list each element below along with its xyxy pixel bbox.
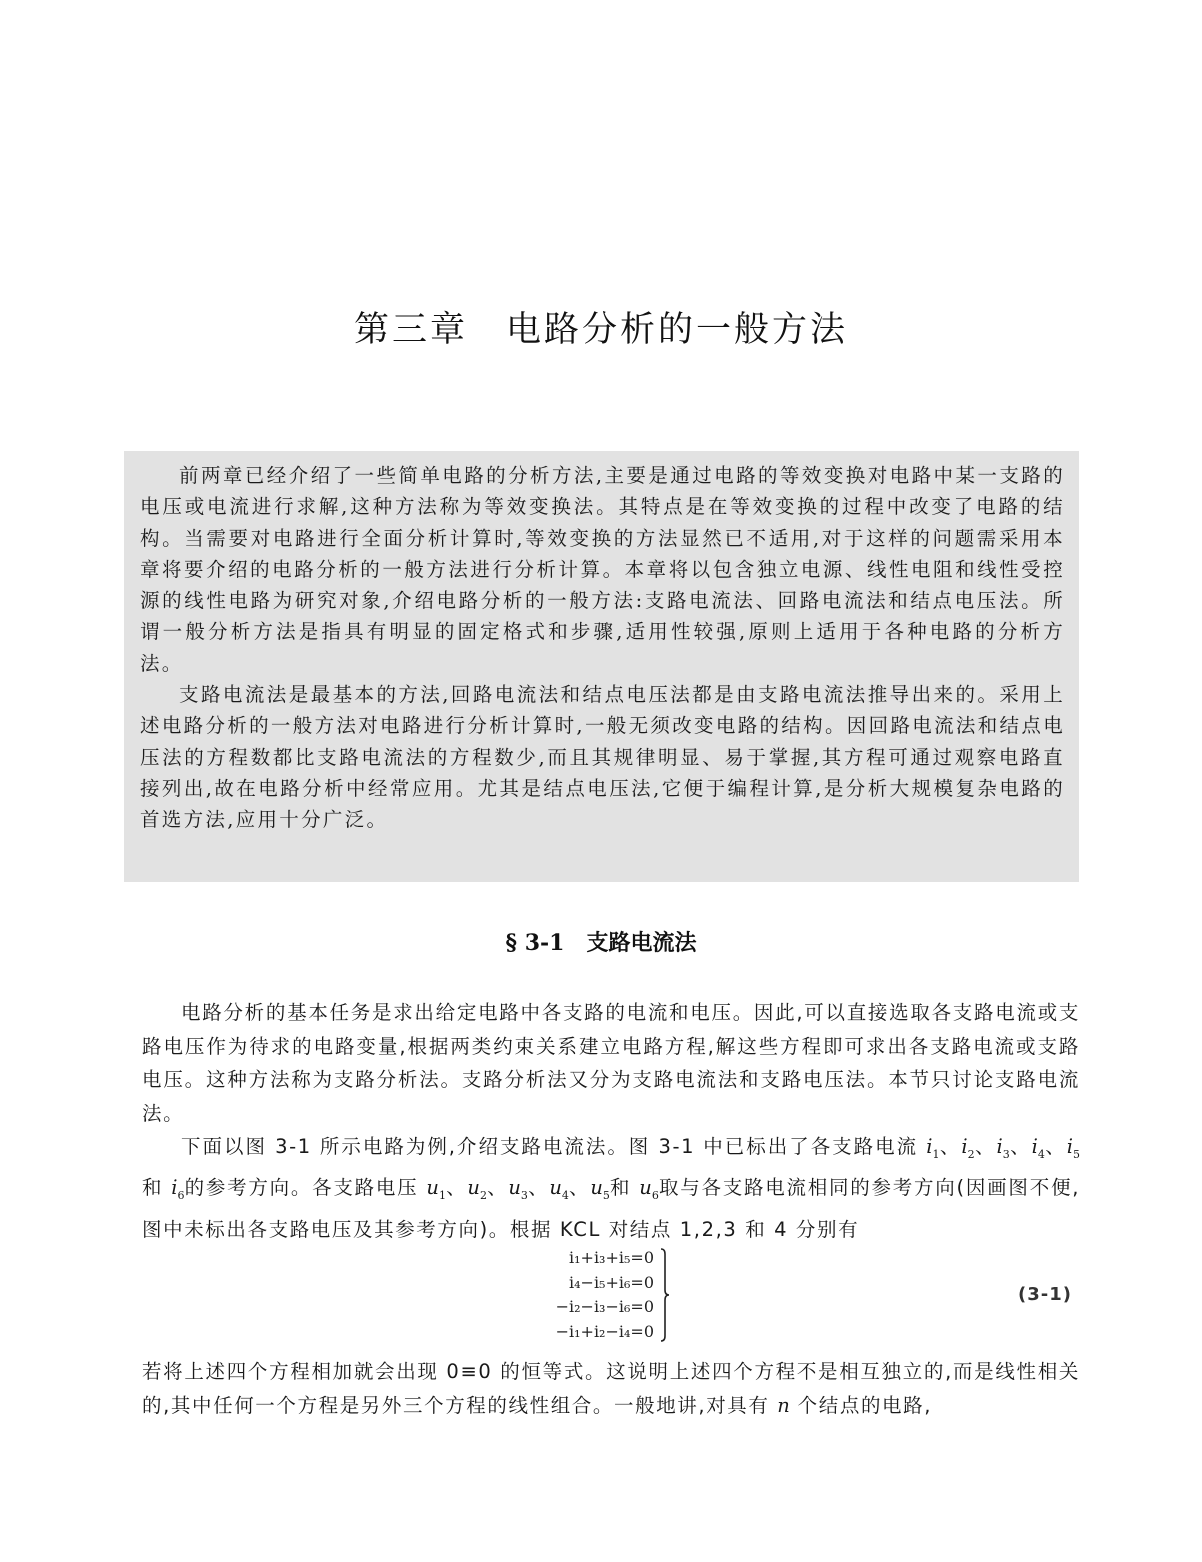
voltage-u1: $u_1$ [426, 1176, 446, 1203]
chapter-title: 第三章 电路分析的一般方法 [353, 310, 848, 350]
section-heading [0, 926, 1202, 957]
equation-row: i₄−i₅+i₆=0 [569, 1272, 654, 1292]
voltage-u2: $u_2$ [467, 1176, 487, 1203]
voltage-u4: $u_4$ [549, 1176, 569, 1203]
intro-paragraph-1: 前两章已经介绍了一些简单电路的分析方法,主要是通过电路的等效变换对电路中某一支路的电压或电流进行求解,这种方法称为等效变换法。其特点是在等效变换的过程中改变了电路的结构。当需要对电路进行全面分析计算时,等效变换的方法显然已不适用,对于这样的问题需采用本章将要介绍的电路分析的一般方法进行分析计算。本章将以包含独立电源、线性电阻和线性受控源的线性电路为研究对象,介绍电路分析的一般方法:支路电流法、回路电流法和结点电压法。所谓一般分析方法是指具有明显的固定格式和步骤,适用性较强,原则上适用于各种电路的分析方法。 [140, 464, 1065, 675]
section-title: 支路电流法 [586, 930, 697, 956]
current-i6: $i_6$ [171, 1176, 185, 1203]
voltage-u6: $u_6$ [639, 1176, 659, 1203]
body-block-1 [142, 996, 1080, 1246]
equation-row: i₁+i₃+i₅=0 [569, 1248, 654, 1267]
section-number: § 3-1 [505, 930, 565, 956]
voltage-u5: $u_5$ [590, 1176, 610, 1203]
equation-row: −i₁+i₂−i₄=0 [555, 1321, 654, 1341]
voltage-u3: $u_3$ [508, 1176, 528, 1203]
equation-number: (3-1) [1018, 1284, 1072, 1305]
current-i2: $i_2$ [961, 1135, 975, 1161]
body-paragraph-2: 下面以图 3-1 所示电路为例,介绍支路电流法。图 3-1 中已标出了各支路电流 $i_1$、$i_2$、$i_3$、$i_4$、$i_5$和 $i_6$的参考方向。各支路电压 $u_1$、$u_2$、$u_3$、$u_4$、$u_5$和 $u_6$取与各支路电流相同的参考方向(因画图不便,图中未标出各支路电压及其参考方向)。根据 KCL 对结点 1,2,3 和 4 分别有 [142, 1135, 1081, 1241]
chapter-intro-box [124, 451, 1079, 882]
node-count-n: n [777, 1393, 790, 1417]
body-block-2 [142, 1355, 1080, 1422]
current-i4: $i_4$ [1031, 1135, 1045, 1161]
right-brace-icon [660, 1248, 670, 1342]
current-i1: $i_1$ [926, 1135, 940, 1161]
body-paragraph-3: 若将上述四个方程相加就会出现 0≡0 的恒等式。这说明上述四个方程不是相互独立的,而是线性相关的,其中任何一个方程是另外三个方程的线性组合。一般地讲,对具有 n 个结点的电路, [142, 1360, 1080, 1417]
current-i5: $i_5$ [1066, 1135, 1080, 1161]
current-i3: $i_3$ [996, 1135, 1010, 1161]
equation-row: −i₂−i₃−i₆=0 [555, 1297, 654, 1316]
kcl-equation-system [520, 1246, 670, 1346]
body-paragraph-1: 电路分析的基本任务是求出给定电路中各支路的电流和电压。因此,可以直接选取各支路电流或支路电压作为待求的电路变量,根据两类约束关系建立电路方程,解这些方程即可求出各支路电流或支路电压。这种方法称为支路分析法。支路分析法又分为支路电流法和支路电压法。本节只讨论支路电流法。 [142, 1001, 1080, 1125]
intro-paragraph-2: 支路电流法是最基本的方法,回路电流法和结点电压法都是由支路电流法推导出来的。采用上述电路分析的一般方法对电路进行分析计算时,一般无须改变电路的结构。因回路电流法和结点电压法的方程数都比支路电流法的方程数少,而且其规律明显、易于掌握,其方程可通过观察电路直接列出,故在电路分析中经常应用。尤其是结点电压法,它便于编程计算,是分析大规模复杂电路的首选方法,应用十分广泛。 [140, 683, 1065, 832]
